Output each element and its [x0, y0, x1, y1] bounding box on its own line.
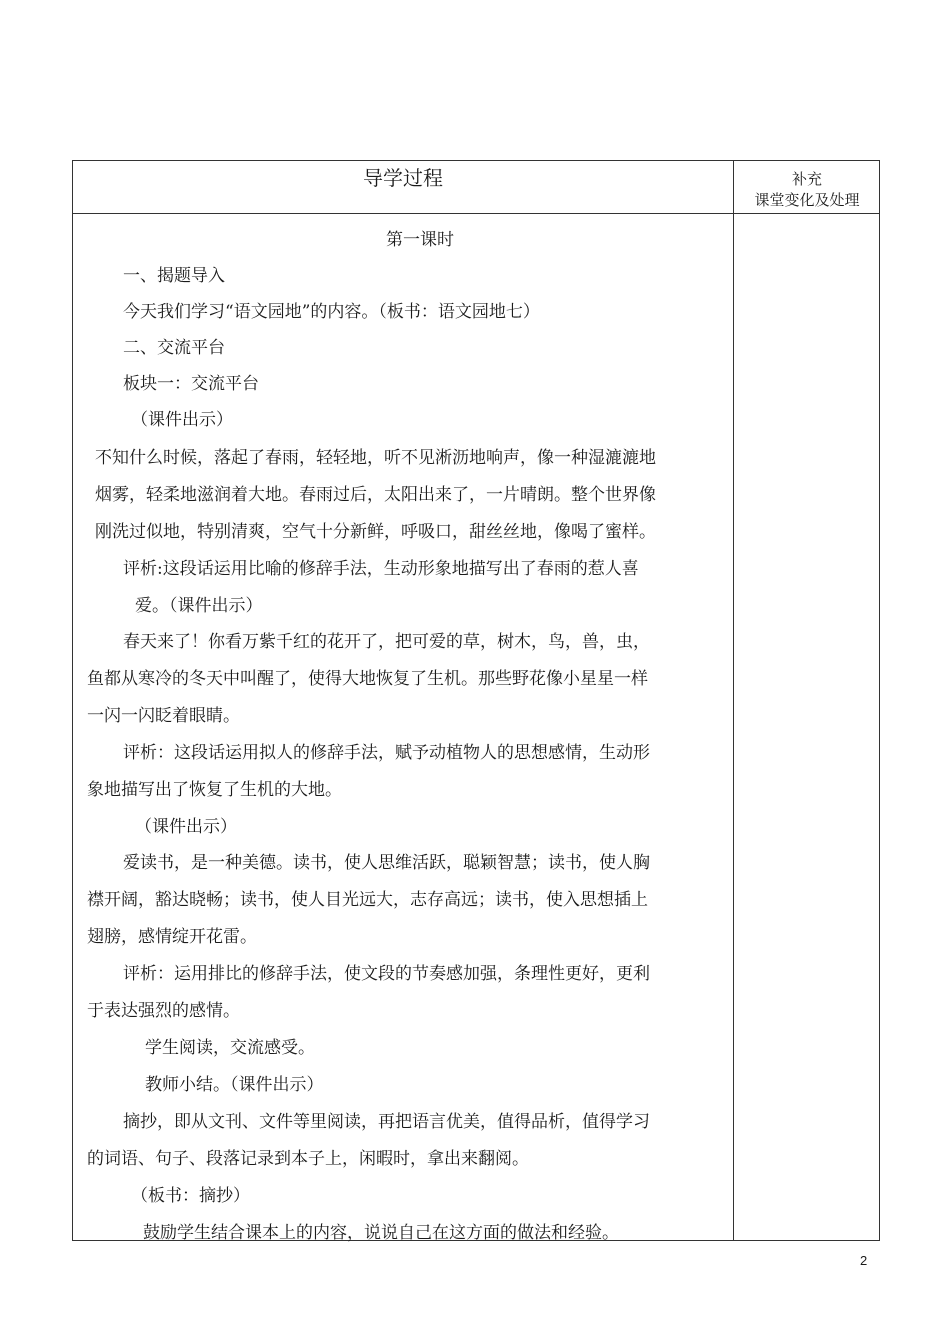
text-line: 爱。（课件出示）: [135, 596, 263, 616]
text-line: 于表达强烈的感情。: [87, 1001, 240, 1021]
text-line: 学生阅读，交流感受。: [145, 1038, 315, 1058]
header-side-line2: 课堂变化及处理: [754, 191, 860, 209]
column-divider: [733, 161, 734, 1240]
text-line: 鼓励学生结合课本上的内容，说说自己在这方面的做法和经验。: [143, 1223, 619, 1243]
text-line: 爱读书，是一种美德。读书，使人思维活跃，聪颖智慧；读书，使人胸: [123, 853, 650, 873]
text-line: 教师小结。（课件出示）: [145, 1075, 324, 1095]
text-line: 评析:这段话运用比喻的修辞手法，生动形象地描写出了春雨的惹人喜: [123, 559, 639, 579]
text-line: （课件出示）: [135, 817, 237, 837]
page-number: 2: [860, 1253, 868, 1268]
text-line: 鱼都从寒冷的冬天中叫醒了，使得大地恢复了生机。那些野花像小星星一样: [87, 669, 648, 689]
text-line: 襟开阔，豁达晓畅；读书，使人目光远大，志存高远；读书，使入思想插上: [87, 890, 648, 910]
text-line: 象地描写出了恢复了生机的大地。: [87, 780, 342, 800]
section-title: 一、揭题导入: [123, 266, 225, 286]
header-main-title: 导学过程: [363, 166, 443, 190]
header-side-line1: 补充: [791, 170, 822, 188]
text-line: （课件出示）: [131, 410, 233, 430]
header-divider: [73, 213, 879, 214]
text-line: 春天来了！你看万紫千红的花开了，把可爱的草，树木，鸟，兽，虫，: [123, 632, 650, 652]
text-line: 翅膀，感情绽开花雷。: [87, 927, 257, 947]
text-line: 烟雾，轻柔地滋润着大地。春雨过后，太阳出来了，一片晴朗。整个世界像: [95, 485, 656, 505]
block-title: 板块一：交流平台: [123, 374, 259, 394]
text-line: 不知什么时候，落起了春雨，轻轻地，听不见淅沥地响声，像一种湿漉漉地: [95, 448, 656, 468]
text-line: 的词语、句子、段落记录到本子上，闲暇时，拿出来翻阅。: [87, 1149, 529, 1169]
text-line: （板书：摘抄）: [131, 1186, 250, 1206]
text-line: 一闪一闪眨着眼睛。: [87, 706, 240, 726]
section-title: 二、交流平台: [123, 338, 225, 358]
text-line: 今天我们学习“语文园地”的内容。（板书：语文园地七）: [123, 302, 540, 322]
text-line: 摘抄，即从文刊、文件等里阅读，再把语言优美，值得品析，值得学习: [123, 1112, 650, 1132]
text-line: 刚洗过似地，特别清爽，空气十分新鲜，呼吸口，甜丝丝地，像喝了蜜样。: [95, 522, 656, 542]
text-line: 评析：运用排比的修辞手法，使文段的节奏感加强，条理性更好，更利: [123, 964, 650, 984]
header-side-title: [734, 169, 880, 211]
text-line: 评析：这段话运用拟人的修辞手法，赋予动植物人的思想感情，生动形: [123, 743, 650, 763]
lesson-heading: 第一课时: [386, 230, 454, 250]
